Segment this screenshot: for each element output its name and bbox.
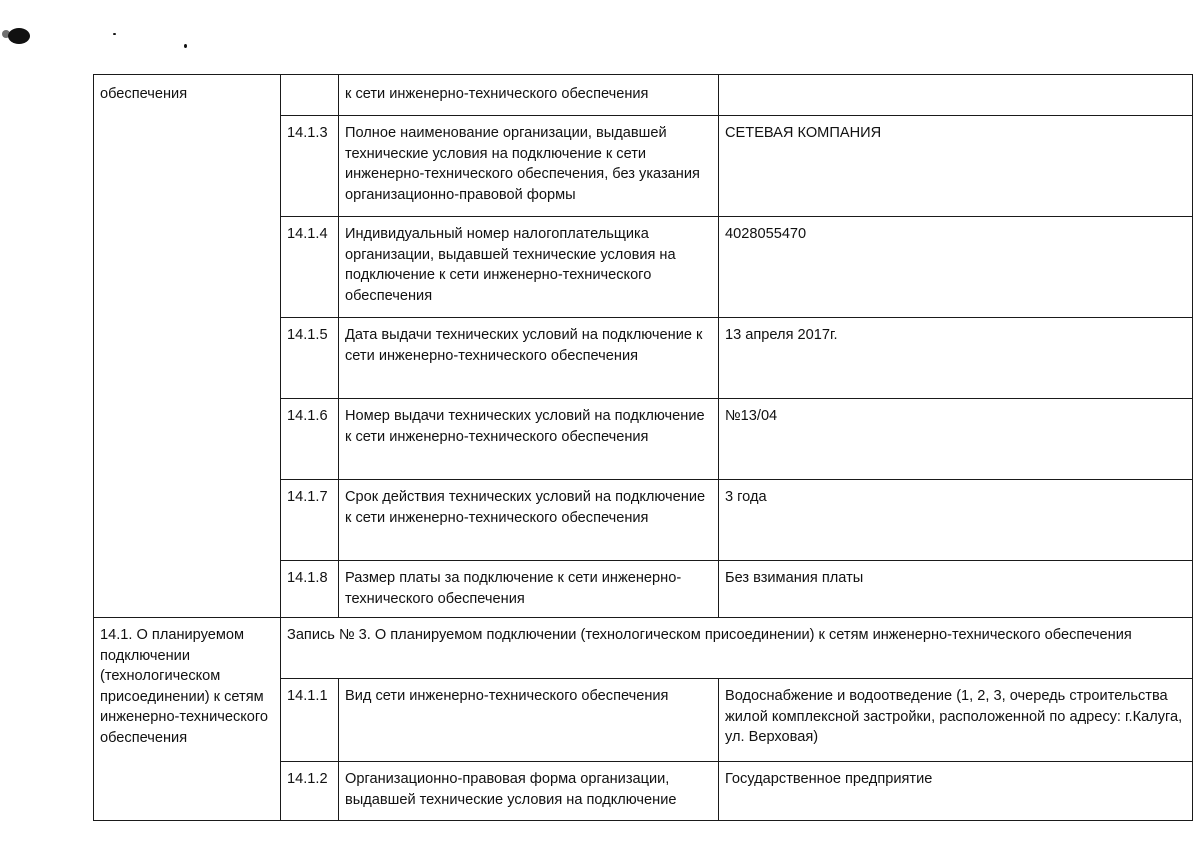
row-value: №13/04 <box>719 399 1193 480</box>
row-field: Срок действия технических условий на подключение к сети инженерно-технического обеспечения <box>339 480 719 561</box>
row-number: 14.1.3 <box>281 116 339 217</box>
row-value: СЕТЕВАЯ КОМПАНИЯ <box>719 116 1193 217</box>
record-heading: Запись № 3. О планируемом подключении (технологическом присоединении) к сетям инженерно-технического обеспечения <box>281 618 1193 679</box>
section-label-continued: обеспечения <box>94 75 281 618</box>
scan-speck <box>2 30 10 38</box>
row-number: 14.1.5 <box>281 318 339 399</box>
row-value: 4028055470 <box>719 217 1193 318</box>
row-number: 14.1.8 <box>281 561 339 618</box>
row-number: 14.1.4 <box>281 217 339 318</box>
row-number: 14.1.2 <box>281 762 339 821</box>
row-value <box>719 75 1193 116</box>
document-table <box>93 74 1193 821</box>
row-number: 14.1.1 <box>281 679 339 762</box>
row-number: 14.1.6 <box>281 399 339 480</box>
row-field: Размер платы за подключение к сети инженерно-технического обеспечения <box>339 561 719 618</box>
row-field: Организационно-правовая форма организации, выдавшей технические условия на подключение <box>339 762 719 821</box>
row-field: Вид сети инженерно-технического обеспечения <box>339 679 719 762</box>
row-field: Полное наименование организации, выдавшей технические условия на подключение к сети инженерно-технического обеспечения, без указания организационно-правовой формы <box>339 116 719 217</box>
row-field: Номер выдачи технических условий на подключение к сети инженерно-технического обеспечения <box>339 399 719 480</box>
scan-speck <box>8 28 30 44</box>
scan-speck <box>184 44 187 48</box>
row-value: 13 апреля 2017г. <box>719 318 1193 399</box>
row-value: Водоснабжение и водоотведение (1, 2, 3, очередь строительства жилой комплексной застройки, расположенной по адресу: г.Калуга, ул. Верховая) <box>719 679 1193 762</box>
row-value: 3 года <box>719 480 1193 561</box>
row-field: Индивидуальный номер налогоплательщика организации, выдавшей технические условия на подключение к сети инженерно-технического обеспечения <box>339 217 719 318</box>
row-field: Дата выдачи технических условий на подключение к сети инженерно-технического обеспечения <box>339 318 719 399</box>
row-number: 14.1.7 <box>281 480 339 561</box>
scan-speck <box>113 33 116 35</box>
row-value: Без взимания платы <box>719 561 1193 618</box>
row-value: Государственное предприятие <box>719 762 1193 821</box>
row-number <box>281 75 339 116</box>
table-row <box>94 75 1193 116</box>
row-field: к сети инженерно-технического обеспечения <box>339 75 719 116</box>
section-label: 14.1. О планируемом подключении (технологическом присоединении) к сетям инженерно-технического обеспечения <box>94 618 281 821</box>
table-row <box>94 618 1193 679</box>
